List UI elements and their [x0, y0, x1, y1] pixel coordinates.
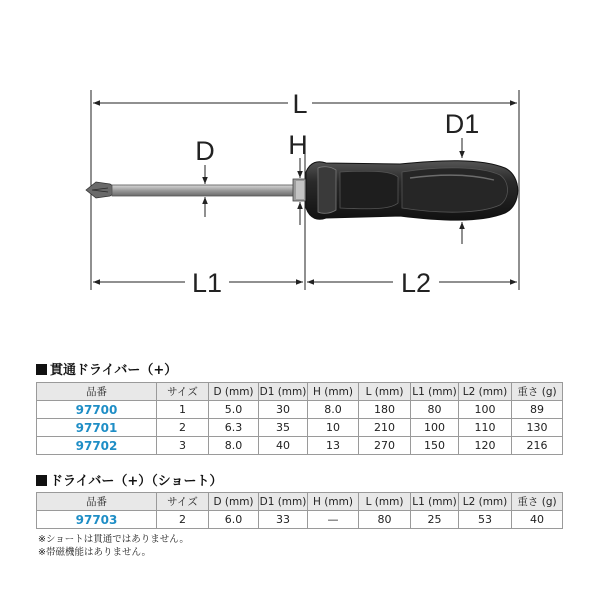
- label-D: D: [195, 136, 215, 166]
- table-cell: 210: [359, 419, 411, 437]
- col-header: L (mm): [359, 493, 411, 511]
- col-header: D1 (mm): [259, 383, 308, 401]
- table-cell: 130: [512, 419, 563, 437]
- table-cell: —: [308, 511, 359, 529]
- col-header: H (mm): [308, 383, 359, 401]
- section1-title-text: 貫通ドライバー（+）: [50, 363, 178, 378]
- col-header: サイズ: [157, 383, 209, 401]
- footnotes: [38, 533, 189, 559]
- table-cell: 30: [259, 401, 308, 419]
- section1-title: [36, 359, 177, 378]
- dimension-L1: [93, 264, 303, 298]
- table-cell: 89: [512, 401, 563, 419]
- col-header: 品番: [37, 383, 157, 401]
- dimension-D: [195, 136, 215, 217]
- dimension-L2: [307, 264, 517, 298]
- label-L2: L2: [400, 268, 432, 298]
- product-code-cell: 97700: [37, 401, 157, 419]
- product-code-cell: 97701: [37, 419, 157, 437]
- table-cell: 2: [157, 419, 209, 437]
- col-header: 重さ (g): [512, 383, 563, 401]
- product-code-cell: 97702: [37, 437, 157, 455]
- col-header: 品番: [37, 493, 157, 511]
- table-cell: 120: [459, 437, 512, 455]
- footnote: ※ショートは貫通ではありません。: [38, 534, 189, 545]
- table-cell: 270: [359, 437, 411, 455]
- label-H: H: [288, 130, 308, 160]
- table-cell: 150: [411, 437, 459, 455]
- col-header: D (mm): [209, 493, 259, 511]
- table-row: [37, 401, 563, 419]
- label-D1: D1: [444, 109, 480, 139]
- table-cell: 53: [459, 511, 512, 529]
- table-cell: 180: [359, 401, 411, 419]
- table-cell: 110: [459, 419, 512, 437]
- table-cell: 8.0: [308, 401, 359, 419]
- col-header: L1 (mm): [411, 493, 459, 511]
- table-cell: 35: [259, 419, 308, 437]
- table-cell: 33: [259, 511, 308, 529]
- screwdriver-illustration: [86, 161, 518, 220]
- col-header: L2 (mm): [459, 493, 512, 511]
- col-header: D1 (mm): [259, 493, 308, 511]
- table-cell: 25: [411, 511, 459, 529]
- table-cell: 80: [359, 511, 411, 529]
- table-cell: 216: [512, 437, 563, 455]
- table-cell: 10: [308, 419, 359, 437]
- table-header-row: [37, 383, 563, 401]
- table-cell: 3: [157, 437, 209, 455]
- table-cell: 80: [411, 401, 459, 419]
- table-cell: 6.0: [209, 511, 259, 529]
- square-bullet-icon: [36, 364, 47, 375]
- section2-title: [36, 470, 222, 489]
- spec-table-1: [36, 382, 563, 455]
- table-cell: 13: [308, 437, 359, 455]
- label-L: L: [292, 89, 308, 119]
- col-header: L2 (mm): [459, 383, 512, 401]
- col-header: L (mm): [359, 383, 411, 401]
- table-row: [37, 419, 563, 437]
- table-cell: 100: [411, 419, 459, 437]
- table-cell: 40: [512, 511, 563, 529]
- col-header: L1 (mm): [411, 383, 459, 401]
- table-cell: 1: [157, 401, 209, 419]
- section2-title-text: ドライバー（+）（ショート）: [50, 474, 223, 489]
- col-header: D (mm): [209, 383, 259, 401]
- shaft: [112, 185, 294, 196]
- table-header-row: [37, 493, 563, 511]
- table-cell: 8.0: [209, 437, 259, 455]
- col-header: サイズ: [157, 493, 209, 511]
- spec-table-2: [36, 492, 563, 529]
- table-cell: 5.0: [209, 401, 259, 419]
- table-cell: 40: [259, 437, 308, 455]
- product-code-cell: 97703: [37, 511, 157, 529]
- table-cell: 100: [459, 401, 512, 419]
- col-header: H (mm): [308, 493, 359, 511]
- footnote: ※帯磁機能はありません。: [38, 547, 152, 558]
- phillips-tip: [86, 182, 113, 198]
- col-header: 重さ (g): [512, 493, 563, 511]
- square-bullet-icon: [36, 475, 47, 486]
- table-row: [37, 437, 563, 455]
- table-row: [37, 511, 563, 529]
- table-cell: 6.3: [209, 419, 259, 437]
- label-L1: L1: [191, 268, 223, 298]
- table-cell: 2: [157, 511, 209, 529]
